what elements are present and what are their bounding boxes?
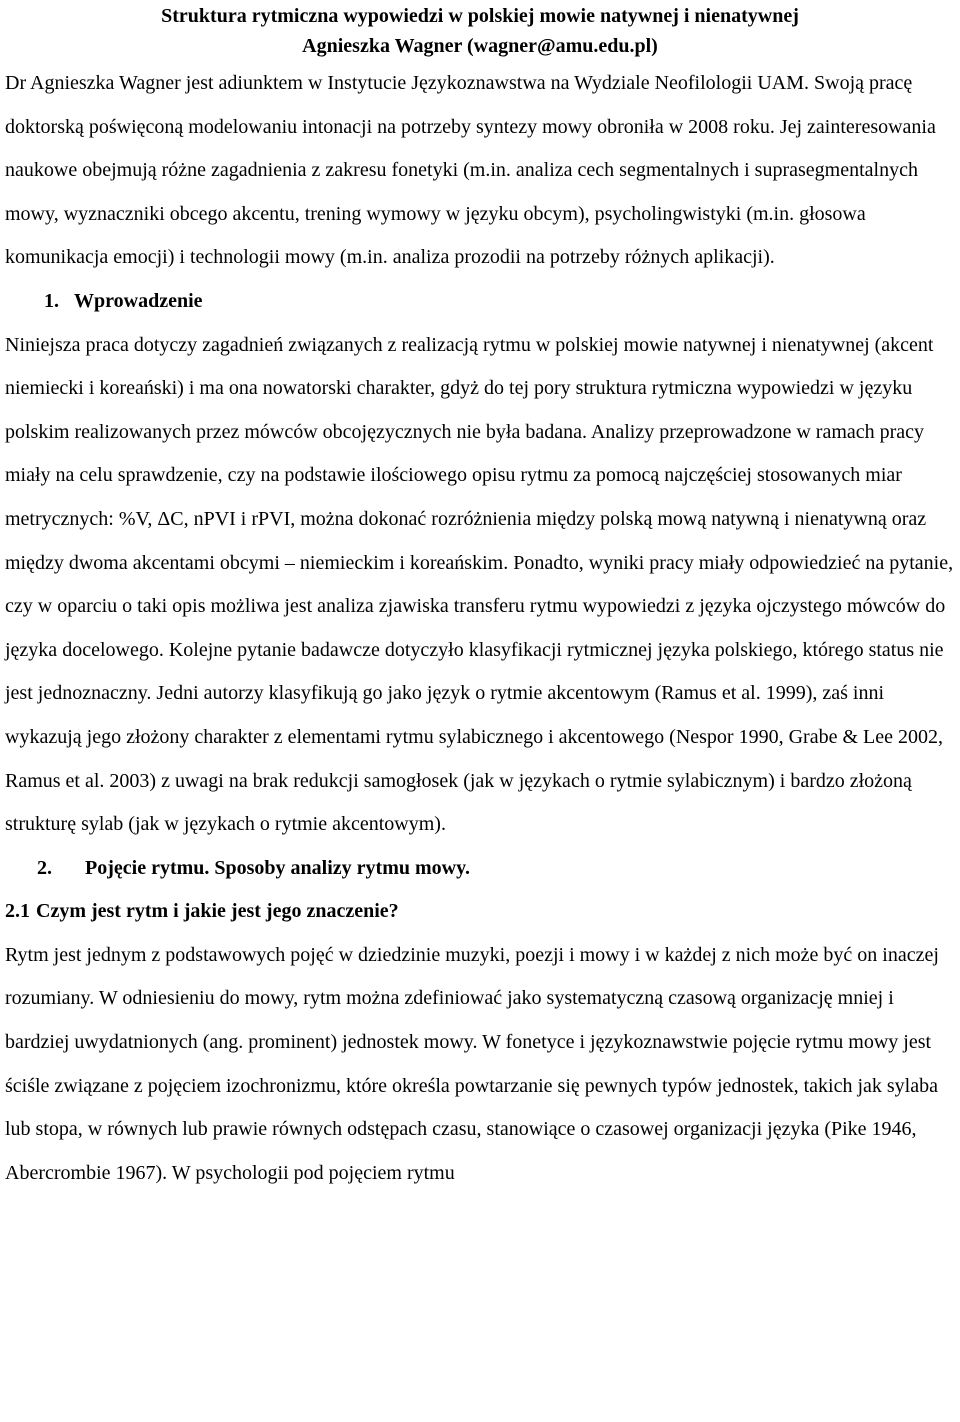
document-title: Struktura rytmiczna wypowiedzi w polskiej mowie natywnej i nienatywnej [161,5,799,27]
section-1-title: Wprowadzenie [74,289,203,312]
author-bio: Dr Agnieszka Wagner jest adiunktem w Instytucie Językoznawstwa na Wydziale Neofilologii UAM. Swoją pracę doktorską poświęconą modelowaniu intonacji na potrzeby syntezy mowy obroniła w 2008 roku. Jej zainteresowania naukowe obejmują różne zagadnienia z zakresu fonetyki (m.in. analiza cech segmentalnych i suprasegmentalnych mowy, wyznaczniki obcego akcentu, trening wymowy w języku obcym), psycholingwistyki (m.in. głosowa komunikacja emocji) i technologii mowy (m.in. analiza prozodii na potrzeby różnych aplikacji). [5,72,936,269]
section-2-heading [5,847,955,891]
section-2-1-number: 2.1 [5,900,30,923]
section-2-1-title: Czym jest rytm i jakie jest jego znaczenie? [36,900,399,923]
section-2-number: 2. [37,856,52,879]
section-1-body: Niniejsza praca dotyczy zagadnień związanych z realizacją rytmu w polskiej mowie natywnej i nienatywnej (akcent niemiecki i koreański) i ma ona nowatorski charakter, gdyż do tej pory struktura rytmiczna wypowiedzi w języku polskim realizowanych przez mówców obcojęzycznych nie była badana. Analizy przeprowadzone w ramach pracy miały na celu sprawdzenie, czy na podstawie ilościowego opisu rytmu za pomocą najczęściej stosowanych miar metrycznych: %V, ΔC, nPVI i rPVI, można dokonać rozróżnienia między polską mową natywną i nienatywną oraz między dwoma akcentami obcymi – niemieckim i koreańskim. Ponadto, wyniki pracy miały odpowiedzieć na pytanie, czy w oparciu o taki opis możliwa jest analiza zjawiska transferu rytmu wypowiedzi z języka ojczystego mówców do języka docelowego. Kolejne pytanie badawcze dotyczyło klasyfikacji rytmicznej języka polskiego, którego status nie jest jednoznaczny. Jedni autorzy klasyfikują go jako język o rytmie akcentowym (Ramus et al. 1999), zaś inni wykazują jego złożony charakter z elementami rytmu sylabicznego i akcentowego (Nespor 1990, Grabe & Lee 2002, Ramus et al. 2003) z uwagi na brak redukcji samogłosek (jak w językach o rytmie sylabicznym) i bardzo złożoną strukturę sylab (jak w językach o rytmie akcentowym). [5,333,954,836]
section-1-heading [5,280,955,324]
section-2-1-heading [5,890,955,934]
author-line: Agnieszka Wagner (wagner@amu.edu.pl) [302,35,658,57]
section-1-number: 1. [44,289,59,312]
section-2-1-body: Rytm jest jednym z podstawowych pojęć w dziedzinie muzyki, poezji i mowy i w każdej z nich może być on inaczej rozumiany. W odniesieniu do mowy, rytm można zdefiniować jako systematyczną czasową organizację mniej i bardziej uwydatnionych (ang. prominent) jednostek mowy. W fonetyce i językoznawstwie pojęcie rytmu mowy jest ściśle związane z pojęciem izochronizmu, które określa powtarzanie się pewnych typów jednostek, takich jak sylaba lub stopa, w równych lub prawie równych odstępach czasu, stanowiące o czasowej organizacji języka (Pike 1946, Abercrombie 1967). W psychologii pod pojęciem rytmu [5,943,939,1184]
section-2-title: Pojęcie rytmu. Sposoby analizy rytmu mowy. [85,856,470,879]
title-block [5,0,955,61]
